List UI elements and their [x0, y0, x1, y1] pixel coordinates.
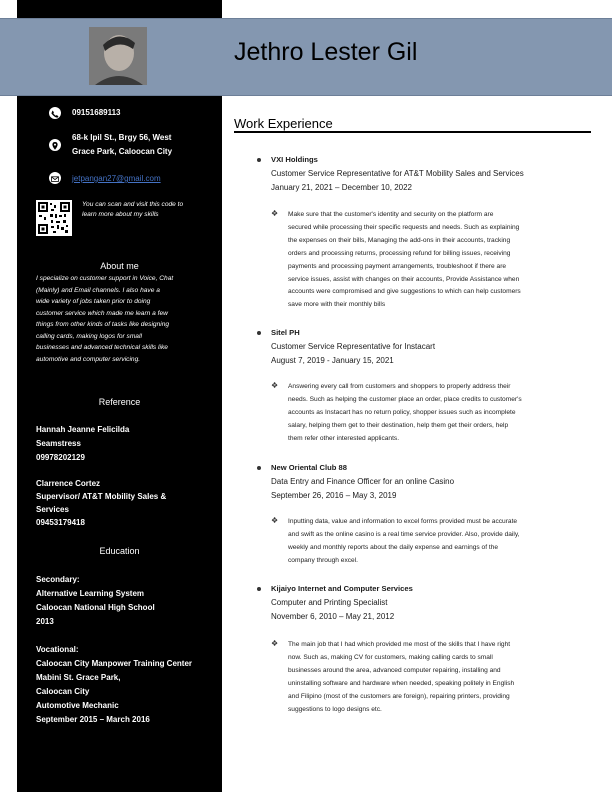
about-heading: About me	[100, 261, 139, 271]
about-text-line: I specialize on customer support in Voice, Chat	[36, 275, 174, 282]
job-title: Customer Service Representative for AT&T Mobility Sales and Services	[271, 169, 524, 178]
education-vocational-line: Automotive Mechanic	[36, 701, 119, 710]
job-title: Computer and Printing Specialist	[271, 598, 388, 607]
reference-1-phone: 09978202129	[36, 453, 85, 462]
about-text-line: calling cards, making logos for small	[36, 332, 142, 340]
education-secondary-line: Caloocan National High School	[36, 603, 155, 612]
job-description: Answering every call from customers and shoppers to properly address their needs. Such as helping the customer place an order, place credits to customer's accounts as Instacart has no return policy, shopper issues such as incomplete salary, helping them get to their destination, help them get their orders, help them refer other interested applicants.	[288, 383, 522, 442]
about-text-line: things from other kinds of tasks like designing	[36, 321, 170, 328]
education-vocational-line: Caloocan City Manpower Training Center	[36, 659, 193, 668]
education-vocational-label: Vocational:	[36, 645, 79, 654]
diamond-bullet-icon: ❖	[271, 516, 279, 525]
job-title: Data Entry and Finance Officer for an online Casino	[271, 477, 455, 486]
about-text-line: (Mainly) and Email channels. I also have a	[36, 286, 160, 294]
qr-caption-line-2: learn more about my skills	[82, 211, 159, 218]
about-text-line: customer service which made me learn a few	[36, 309, 168, 317]
person-name: Jethro Lester Gil	[234, 38, 418, 66]
heading-divider	[234, 131, 591, 133]
qr-caption-line-1: You can scan and visit this code to	[82, 201, 184, 208]
location-pin-icon	[49, 139, 61, 151]
job-dates: September 26, 2016 – May 3, 2019	[271, 491, 397, 500]
about-text-line: automotive and computer servicing.	[36, 355, 141, 363]
education-secondary-line: 2013	[36, 617, 54, 626]
reference-2-role-line-2: Services	[36, 505, 69, 514]
bullet-icon	[257, 466, 261, 470]
job-dates: November 6, 2010 – May 21, 2012	[271, 612, 395, 621]
education-heading: Education	[99, 546, 140, 556]
bullet-icon	[257, 158, 261, 162]
diamond-bullet-icon: ❖	[271, 639, 279, 648]
phone-icon	[49, 107, 61, 119]
job-company: Sitel PH	[271, 328, 300, 337]
diamond-bullet-icon: ❖	[271, 209, 279, 218]
job-description: Inputting data, value and information to excel forms provided must be accurate and swift as the online casino is a real time service provider. Also, provide daily, weekly and monthly reports about the daily expense and earnings of the company through excel.	[288, 518, 520, 564]
education-secondary-label: Secondary:	[36, 575, 80, 584]
diamond-bullet-icon: ❖	[271, 381, 279, 390]
education-vocational-line: Mabini St. Grace Park,	[36, 673, 121, 682]
job-description: The main job that I had which provided me most of the skills that I have right now. Such as, making CV for customers, making calling cards to small businesses around the area, advanced computer repairing, installing and uninstalling software and hardware when needed, speaking politely in English and Filipino (most of the customers are foreign), repairing printers, providing suggestions to logo designs etc.	[288, 641, 515, 713]
reference-1-name: Hannah Jeanne Felicilda	[36, 425, 130, 434]
qr-code[interactable]	[36, 200, 72, 236]
job-company: Kijaiyo Internet and Computer Services	[271, 584, 413, 593]
about-text-line: wide variety of jobs taken prior to doing	[36, 298, 151, 305]
about-text-line: businesses and advanced technical skills like	[36, 344, 168, 351]
reference-2-phone: 09453179418	[36, 518, 85, 527]
bullet-icon	[257, 587, 261, 591]
address-line-1: 68-k Ipil St., Brgy 56, West	[72, 133, 172, 142]
reference-1-role: Seamstress	[36, 439, 81, 448]
address-line-2: Grace Park, Caloocan City	[72, 147, 173, 156]
job-dates: August 7, 2019 - January 15, 2021	[271, 356, 394, 365]
bullet-icon	[257, 331, 261, 335]
job-company: VXI Holdings	[271, 155, 318, 164]
work-experience-heading: Work Experience	[234, 116, 333, 131]
reference-heading: Reference	[98, 397, 141, 407]
education-secondary-line: Alternative Learning System	[36, 589, 145, 598]
phone-number: 09151689113	[72, 108, 121, 117]
job-dates: January 21, 2021 – December 10, 2022	[271, 183, 412, 192]
reference-2-name: Clarrence Cortez	[36, 479, 101, 488]
education-vocational-line: September 2015 – March 2016	[36, 715, 150, 724]
email-icon	[49, 172, 61, 184]
education-vocational-line: Caloocan City	[36, 687, 90, 696]
job-description: Make sure that the customer's identity and security on the platform are secured while processing their specific requests and needs. Such as explaining the expenses on their bills, Managing the add-ons in their accounts, tracking orders and processing returns, processing refund for billing issues, receiving payments and processing payment arrangements, troubleshoot if there are service issues, assist with changes on their accounts, Provide Assistance when accounts were compromised and give suggestions to which can help customers save more with their monthly bills	[288, 211, 521, 309]
profile-photo	[89, 27, 147, 85]
job-title: Customer Service Representative for Instacart	[271, 342, 436, 351]
reference-2-role-line-1: Supervisor/ AT&T Mobility Sales &	[36, 492, 167, 501]
email-link[interactable]: jetpangan27@gmail.com	[72, 174, 161, 183]
job-company: New Oriental Club 88	[271, 463, 347, 472]
